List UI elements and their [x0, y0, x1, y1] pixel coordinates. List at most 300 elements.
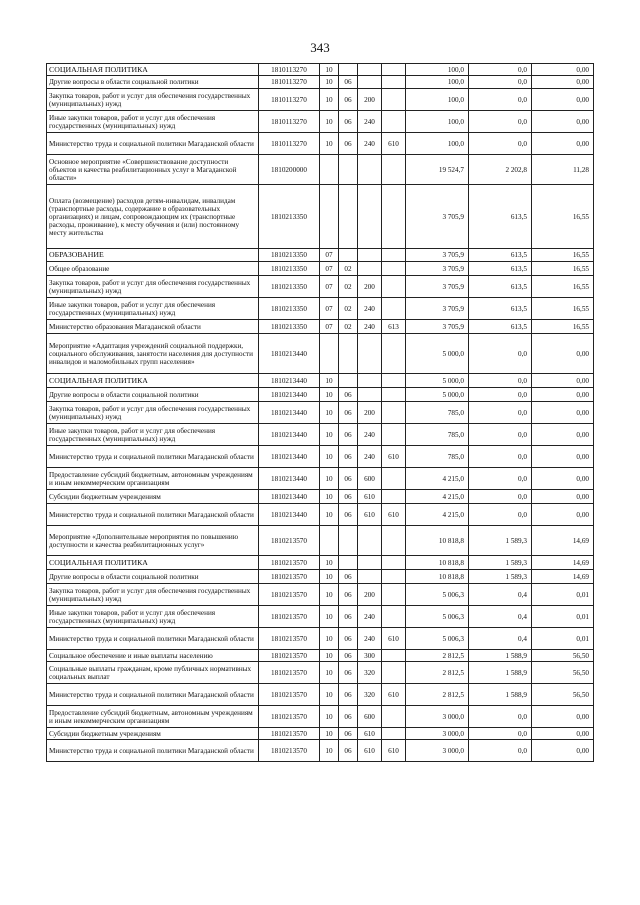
cell-plan: 785,0: [406, 446, 469, 468]
cell-sub: [339, 374, 358, 388]
cell-sub: 06: [339, 584, 358, 606]
cell-plan: 100,0: [406, 76, 469, 89]
budget-table: [46, 63, 594, 762]
cell-sec: 10: [320, 490, 339, 504]
cell-vr: 200: [358, 402, 382, 424]
cell-sec: 10: [320, 388, 339, 402]
cell-plan: 5 000,0: [406, 374, 469, 388]
cell-code: 1810213570: [259, 650, 320, 662]
cell-sec: 10: [320, 584, 339, 606]
cell-gr: [382, 111, 406, 133]
cell-sec: 10: [320, 89, 339, 111]
cell-fact: 0,0: [469, 740, 532, 762]
cell-name: СОЦИАЛЬНАЯ ПОЛИТИКА: [47, 556, 259, 570]
cell-code: 1810213570: [259, 706, 320, 728]
cell-sec: 10: [320, 76, 339, 89]
cell-sec: [320, 526, 339, 556]
cell-sec: 07: [320, 320, 339, 334]
cell-sub: [339, 64, 358, 76]
cell-name: Социальные выплаты гражданам, кроме публичных нормативных социальных выплат: [47, 662, 259, 684]
cell-fact: 0,0: [469, 334, 532, 374]
cell-gr: [382, 334, 406, 374]
cell-gr: [382, 402, 406, 424]
cell-fact: 1 588,9: [469, 662, 532, 684]
cell-fact: 0,0: [469, 374, 532, 388]
cell-sub: 06: [339, 662, 358, 684]
table-row: [47, 76, 594, 89]
cell-sub: 06: [339, 650, 358, 662]
cell-pct: 0,00: [532, 402, 594, 424]
cell-fact: 1 589,3: [469, 570, 532, 584]
cell-name: Закупка товаров, работ и услуг для обеспечения государственных (муниципальных) нужд: [47, 89, 259, 111]
cell-sec: [320, 185, 339, 249]
cell-code: 1810213350: [259, 276, 320, 298]
cell-gr: [382, 728, 406, 740]
cell-code: 1810200000: [259, 155, 320, 185]
cell-pct: 0,00: [532, 111, 594, 133]
cell-code: 1810213350: [259, 320, 320, 334]
cell-name: Субсидии бюджетным учреждениям: [47, 728, 259, 740]
cell-vr: 240: [358, 111, 382, 133]
table-body: [47, 64, 594, 762]
table-row: [47, 570, 594, 584]
table-row: [47, 684, 594, 706]
cell-gr: [382, 89, 406, 111]
cell-fact: 613,5: [469, 276, 532, 298]
cell-plan: 3 000,0: [406, 706, 469, 728]
cell-name: Иные закупки товаров, работ и услуг для обеспечения государственных (муниципальных) нужд: [47, 111, 259, 133]
cell-fact: 0,0: [469, 89, 532, 111]
cell-vr: 240: [358, 628, 382, 650]
cell-sec: 07: [320, 262, 339, 276]
table-row: [47, 64, 594, 76]
cell-sub: [339, 249, 358, 262]
cell-vr: 240: [358, 424, 382, 446]
cell-vr: [358, 249, 382, 262]
cell-sub: 06: [339, 89, 358, 111]
table-row: [47, 388, 594, 402]
cell-vr: 240: [358, 606, 382, 628]
cell-sec: 07: [320, 249, 339, 262]
cell-plan: 19 524,7: [406, 155, 469, 185]
cell-code: 1810213440: [259, 402, 320, 424]
cell-sub: 06: [339, 76, 358, 89]
table-row: [47, 526, 594, 556]
table-row: [47, 249, 594, 262]
cell-code: 1810213440: [259, 468, 320, 490]
cell-name: Закупка товаров, работ и услуг для обеспечения государственных (муниципальных) нужд: [47, 584, 259, 606]
cell-pct: 11,28: [532, 155, 594, 185]
cell-sec: 10: [320, 111, 339, 133]
cell-plan: 5 006,3: [406, 606, 469, 628]
cell-fact: 0,0: [469, 706, 532, 728]
table-row: [47, 728, 594, 740]
cell-sec: [320, 334, 339, 374]
cell-pct: 0,00: [532, 64, 594, 76]
cell-vr: 610: [358, 740, 382, 762]
cell-plan: 5 006,3: [406, 628, 469, 650]
table-row: [47, 334, 594, 374]
cell-gr: [382, 650, 406, 662]
cell-fact: 0,0: [469, 133, 532, 155]
table-row: [47, 155, 594, 185]
cell-pct: 0,00: [532, 374, 594, 388]
cell-gr: [382, 76, 406, 89]
cell-pct: 0,00: [532, 76, 594, 89]
cell-gr: [382, 298, 406, 320]
cell-pct: 16,55: [532, 249, 594, 262]
cell-pct: 14,69: [532, 570, 594, 584]
table-row: [47, 424, 594, 446]
cell-name: Предоставление субсидий бюджетным, автономным учреждениям и иным некоммерческим организациям: [47, 706, 259, 728]
cell-vr: 200: [358, 584, 382, 606]
cell-name: Иные закупки товаров, работ и услуг для обеспечения государственных (муниципальных) нужд: [47, 298, 259, 320]
cell-vr: 600: [358, 706, 382, 728]
cell-fact: 1 589,3: [469, 556, 532, 570]
cell-plan: 785,0: [406, 402, 469, 424]
cell-name: Оплата (возмещение) расходов детям-инвалидам, инвалидам (транспортные расходы, содержание в образовательных организациях) и лицам, сопровождающим их (транспортные расходы, проживание), к месту обучения и (или) постоянному месту жительства: [47, 185, 259, 249]
table-row: [47, 276, 594, 298]
cell-fact: 1 589,3: [469, 526, 532, 556]
cell-sub: 06: [339, 606, 358, 628]
cell-plan: 5 000,0: [406, 388, 469, 402]
cell-pct: 14,69: [532, 526, 594, 556]
cell-pct: 0,00: [532, 424, 594, 446]
table-row: [47, 706, 594, 728]
cell-code: 1810213440: [259, 334, 320, 374]
cell-pct: 0,01: [532, 606, 594, 628]
cell-gr: [382, 262, 406, 276]
cell-pct: 0,00: [532, 334, 594, 374]
page-number: 343: [310, 40, 330, 55]
cell-code: 1810213570: [259, 740, 320, 762]
cell-code: 1810213440: [259, 424, 320, 446]
cell-gr: [382, 374, 406, 388]
cell-sub: 06: [339, 570, 358, 584]
cell-sub: 06: [339, 388, 358, 402]
cell-sec: 10: [320, 504, 339, 526]
cell-sec: 10: [320, 606, 339, 628]
cell-vr: 240: [358, 446, 382, 468]
cell-gr: [382, 706, 406, 728]
cell-name: Основное мероприятие «Совершенствование доступности объектов и качества реабилитационных услуг в Магаданской области»: [47, 155, 259, 185]
cell-pct: 0,00: [532, 504, 594, 526]
cell-pct: 0,00: [532, 740, 594, 762]
cell-code: 1810213570: [259, 556, 320, 570]
cell-vr: 610: [358, 504, 382, 526]
cell-sub: 06: [339, 628, 358, 650]
cell-sec: 10: [320, 740, 339, 762]
cell-gr: 610: [382, 684, 406, 706]
cell-pct: 16,55: [532, 298, 594, 320]
cell-gr: [382, 584, 406, 606]
cell-name: ОБРАЗОВАНИЕ: [47, 249, 259, 262]
cell-code: 1810213350: [259, 185, 320, 249]
cell-gr: [382, 662, 406, 684]
cell-pct: 16,55: [532, 185, 594, 249]
cell-name: Министерство труда и социальной политики Магаданской области: [47, 684, 259, 706]
cell-gr: 613: [382, 320, 406, 334]
cell-gr: [382, 468, 406, 490]
cell-pct: 0,00: [532, 706, 594, 728]
cell-sub: 06: [339, 446, 358, 468]
cell-fact: 0,4: [469, 628, 532, 650]
cell-name: Закупка товаров, работ и услуг для обеспечения государственных (муниципальных) нужд: [47, 402, 259, 424]
cell-fact: 613,5: [469, 185, 532, 249]
cell-pct: 0,00: [532, 388, 594, 402]
cell-sub: [339, 556, 358, 570]
cell-vr: [358, 374, 382, 388]
cell-code: 1810213570: [259, 584, 320, 606]
cell-sub: 02: [339, 298, 358, 320]
cell-sec: 10: [320, 374, 339, 388]
cell-name: Министерство образования Магаданской области: [47, 320, 259, 334]
cell-fact: 0,0: [469, 504, 532, 526]
cell-name: Министерство труда и социальной политики Магаданской области: [47, 628, 259, 650]
cell-code: 1810113270: [259, 111, 320, 133]
cell-sec: 10: [320, 684, 339, 706]
cell-vr: 240: [358, 320, 382, 334]
cell-plan: 10 818,8: [406, 570, 469, 584]
cell-plan: 100,0: [406, 64, 469, 76]
cell-fact: 0,4: [469, 584, 532, 606]
cell-name: Мероприятие «Адаптация учреждений социальной поддержки, социального обслуживания, занятости населения для доступности инвалидов и маломобильных групп населения»: [47, 334, 259, 374]
table-row: [47, 468, 594, 490]
cell-vr: [358, 185, 382, 249]
cell-code: 1810213350: [259, 249, 320, 262]
cell-gr: [382, 64, 406, 76]
cell-name: Другие вопросы в области социальной политики: [47, 388, 259, 402]
cell-fact: 2 202,8: [469, 155, 532, 185]
cell-fact: 1 588,9: [469, 650, 532, 662]
cell-plan: 3 705,9: [406, 276, 469, 298]
cell-fact: 613,5: [469, 298, 532, 320]
cell-vr: 240: [358, 298, 382, 320]
cell-sub: 06: [339, 402, 358, 424]
cell-plan: 5 000,0: [406, 334, 469, 374]
cell-plan: 3 705,9: [406, 185, 469, 249]
cell-sec: 07: [320, 276, 339, 298]
table-row: [47, 374, 594, 388]
cell-sec: 10: [320, 662, 339, 684]
table-row: [47, 556, 594, 570]
cell-pct: 0,00: [532, 468, 594, 490]
cell-pct: 56,50: [532, 684, 594, 706]
cell-code: 1810113270: [259, 133, 320, 155]
table-row: [47, 504, 594, 526]
cell-gr: 610: [382, 740, 406, 762]
cell-sec: [320, 155, 339, 185]
table-row: [47, 89, 594, 111]
cell-name: Министерство труда и социальной политики Магаданской области: [47, 446, 259, 468]
cell-name: Общее образование: [47, 262, 259, 276]
cell-code: 1810213570: [259, 570, 320, 584]
cell-plan: 2 812,5: [406, 684, 469, 706]
cell-pct: 16,55: [532, 276, 594, 298]
cell-sub: 06: [339, 133, 358, 155]
cell-pct: 0,00: [532, 490, 594, 504]
table-row: [47, 584, 594, 606]
cell-vr: [358, 262, 382, 276]
cell-plan: 3 705,9: [406, 298, 469, 320]
cell-fact: 0,4: [469, 606, 532, 628]
table-row: [47, 446, 594, 468]
table-row: [47, 650, 594, 662]
cell-gr: 610: [382, 504, 406, 526]
cell-name: Другие вопросы в области социальной политики: [47, 570, 259, 584]
cell-code: 1810213350: [259, 298, 320, 320]
cell-fact: 0,0: [469, 490, 532, 504]
cell-gr: 610: [382, 133, 406, 155]
cell-vr: [358, 64, 382, 76]
cell-vr: 300: [358, 650, 382, 662]
cell-code: 1810213440: [259, 446, 320, 468]
cell-sec: 10: [320, 64, 339, 76]
cell-sub: [339, 155, 358, 185]
cell-vr: 610: [358, 490, 382, 504]
table-row: [47, 262, 594, 276]
cell-code: 1810213350: [259, 262, 320, 276]
cell-vr: 240: [358, 133, 382, 155]
cell-fact: 0,0: [469, 64, 532, 76]
cell-sub: 02: [339, 320, 358, 334]
cell-plan: 4 215,0: [406, 468, 469, 490]
cell-sub: 02: [339, 262, 358, 276]
cell-gr: [382, 155, 406, 185]
cell-pct: 0,00: [532, 446, 594, 468]
cell-gr: [382, 424, 406, 446]
cell-name: Субсидии бюджетным учреждениям: [47, 490, 259, 504]
cell-code: 1810213570: [259, 526, 320, 556]
cell-sub: [339, 334, 358, 374]
cell-sec: 10: [320, 446, 339, 468]
cell-vr: [358, 334, 382, 374]
cell-vr: [358, 388, 382, 402]
cell-pct: 0,01: [532, 628, 594, 650]
cell-code: 1810213440: [259, 374, 320, 388]
cell-vr: [358, 570, 382, 584]
cell-code: 1810213440: [259, 388, 320, 402]
cell-pct: 56,50: [532, 662, 594, 684]
cell-name: СОЦИАЛЬНАЯ ПОЛИТИКА: [47, 64, 259, 76]
cell-vr: 200: [358, 276, 382, 298]
cell-name: Другие вопросы в области социальной политики: [47, 76, 259, 89]
cell-plan: 4 215,0: [406, 490, 469, 504]
cell-fact: 0,0: [469, 468, 532, 490]
cell-pct: 0,00: [532, 728, 594, 740]
cell-sec: 10: [320, 133, 339, 155]
cell-code: 1810113270: [259, 76, 320, 89]
cell-sec: 10: [320, 468, 339, 490]
cell-sub: 06: [339, 468, 358, 490]
cell-fact: 0,0: [469, 402, 532, 424]
cell-plan: 3 705,9: [406, 320, 469, 334]
cell-fact: 0,0: [469, 446, 532, 468]
cell-plan: 3 000,0: [406, 740, 469, 762]
cell-fact: 613,5: [469, 249, 532, 262]
cell-fact: 0,0: [469, 424, 532, 446]
cell-fact: 613,5: [469, 262, 532, 276]
cell-plan: 3 705,9: [406, 262, 469, 276]
cell-code: 1810213570: [259, 606, 320, 628]
cell-sub: 02: [339, 276, 358, 298]
cell-sub: 06: [339, 424, 358, 446]
cell-name: СОЦИАЛЬНАЯ ПОЛИТИКА: [47, 374, 259, 388]
cell-name: Министерство труда и социальной политики Магаданской области: [47, 504, 259, 526]
cell-vr: [358, 556, 382, 570]
cell-plan: 10 818,8: [406, 526, 469, 556]
cell-plan: 10 818,8: [406, 556, 469, 570]
cell-sub: [339, 526, 358, 556]
cell-sec: 10: [320, 728, 339, 740]
table-row: [47, 402, 594, 424]
cell-plan: 785,0: [406, 424, 469, 446]
cell-fact: 613,5: [469, 320, 532, 334]
cell-gr: 610: [382, 446, 406, 468]
cell-fact: 0,0: [469, 728, 532, 740]
cell-code: 1810213440: [259, 490, 320, 504]
cell-sec: 10: [320, 650, 339, 662]
cell-code: 1810213570: [259, 728, 320, 740]
cell-name: Министерство труда и социальной политики Магаданской области: [47, 740, 259, 762]
table-row: [47, 111, 594, 133]
cell-plan: 2 812,5: [406, 650, 469, 662]
cell-plan: 2 812,5: [406, 662, 469, 684]
cell-sec: 10: [320, 402, 339, 424]
cell-name: Иные закупки товаров, работ и услуг для обеспечения государственных (муниципальных) нужд: [47, 424, 259, 446]
cell-plan: 100,0: [406, 111, 469, 133]
cell-gr: [382, 276, 406, 298]
cell-plan: 100,0: [406, 133, 469, 155]
cell-name: Предоставление субсидий бюджетным, автономным учреждениям и иным некоммерческим организациям: [47, 468, 259, 490]
cell-name: Министерство труда и социальной политики Магаданской области: [47, 133, 259, 155]
cell-sub: 06: [339, 740, 358, 762]
cell-name: Социальное обеспечение и иные выплаты населению: [47, 650, 259, 662]
table-row: [47, 320, 594, 334]
table-row: [47, 133, 594, 155]
cell-code: 1810213570: [259, 662, 320, 684]
table-row: [47, 662, 594, 684]
cell-sec: 10: [320, 706, 339, 728]
table-row: [47, 490, 594, 504]
cell-vr: 610: [358, 728, 382, 740]
cell-pct: 14,69: [532, 556, 594, 570]
cell-name: Мероприятие «Дополнительные мероприятия по повышению доступности и качества реабилитационных услуг»: [47, 526, 259, 556]
cell-vr: 320: [358, 684, 382, 706]
cell-gr: 610: [382, 628, 406, 650]
cell-plan: 5 006,3: [406, 584, 469, 606]
cell-plan: 3 705,9: [406, 249, 469, 262]
cell-sub: 06: [339, 490, 358, 504]
cell-pct: 0,01: [532, 584, 594, 606]
cell-plan: 3 000,0: [406, 728, 469, 740]
cell-sec: 10: [320, 570, 339, 584]
cell-sub: 06: [339, 706, 358, 728]
cell-gr: [382, 606, 406, 628]
cell-sec: 10: [320, 424, 339, 446]
table-row: [47, 185, 594, 249]
cell-vr: 320: [358, 662, 382, 684]
cell-sec: 10: [320, 556, 339, 570]
cell-pct: 0,00: [532, 89, 594, 111]
cell-plan: 4 215,0: [406, 504, 469, 526]
cell-vr: 600: [358, 468, 382, 490]
table-row: [47, 298, 594, 320]
cell-gr: [382, 490, 406, 504]
cell-pct: 16,55: [532, 262, 594, 276]
cell-sec: 10: [320, 628, 339, 650]
cell-pct: 16,55: [532, 320, 594, 334]
